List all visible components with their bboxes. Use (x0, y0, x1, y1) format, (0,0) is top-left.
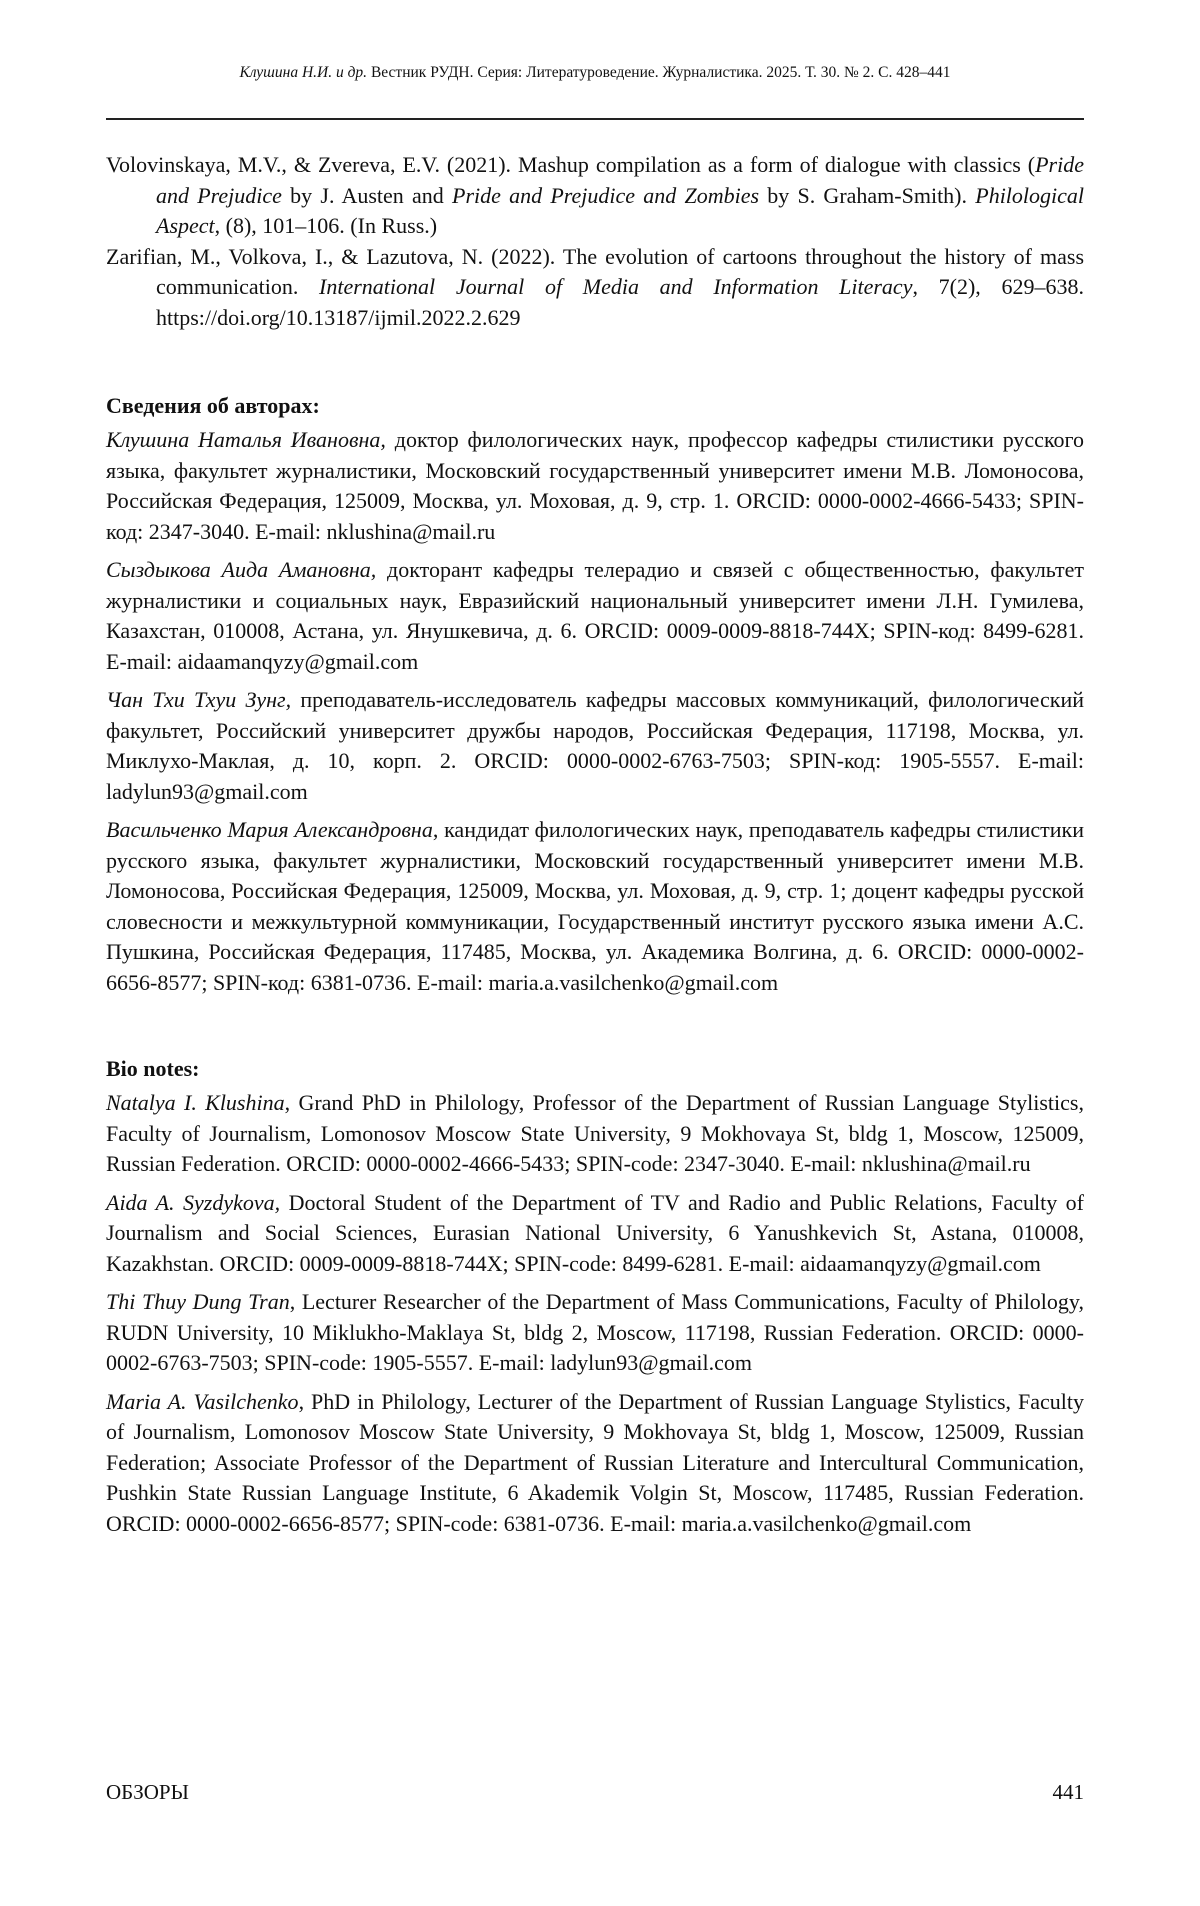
reference-item (106, 150, 1084, 242)
page-footer (106, 1780, 1084, 1805)
section-heading: Сведения об авторах: (106, 391, 1084, 421)
author-name: Aida A. Syzdykova, (106, 1190, 280, 1215)
author-name: Чан Тхи Тхуи Зунг, (106, 687, 291, 712)
reference-item (106, 242, 1084, 334)
author-bio (106, 425, 1084, 547)
header-authors: Клушина Н.И. и др. (239, 64, 367, 81)
author-info: , кандидат филологических наук, преподаватель кафедры стилистики русского языка, факультет журналистики, Московский государственный университет имени М.В. Ломоносова, Российская Федерация, 125009, Москва, ул. Моховая, д. 9, стр. 1; доцент кафедры русской словесности и межкультурной коммуникации, Государственный институт русского языка имени А.С. Пушкина, Российская Федерация, 117485, Москва, ул. Академика Волгина, д. 6. ORCID: 0000-0002-6656-8577; SPIN-код: 6381-0736. E-mail: maria.a.vasilchenko@gmail.com (106, 817, 1084, 995)
references (106, 150, 1084, 333)
author-bio (106, 815, 1084, 998)
author-info: доктор филологических наук, профессор кафедры стилистики русского языка, факультет журналистики, Московский государственный университет имени М.В. Ломоносова, Российская Федерация, 125009, Москва, ул. Моховая, д. 9, стр. 1. ORCID: 0000-0002-4666-5433; SPIN-код: 2347-3040. E-mail: nklushina@mail.ru (106, 427, 1084, 544)
header-journal: Вестник РУДН. Серия: Литературоведение. Журналистика. 2025. Т. 30. № 2. С. 428–441 (367, 64, 950, 81)
ref-title: Pride and Prejudice and Zombies (452, 183, 759, 208)
footer-section: ОБЗОРЫ (106, 1780, 189, 1805)
ref-text: by J. Austen and (282, 183, 452, 208)
author-info: докторант кафедры телерадио и связей с общественностью, факультет журналистики и социальных наук, Евразийский национальный университет имени Л.Н. Гумилева, Казахстан, 010008, Астана, ул. Янушкевича, д. 6. ORCID: 0009-0009-8818-744X; SPIN-код: 8499-6281. E-mail: aidaamanqyzy@gmail.com (106, 557, 1084, 674)
page-number: 441 (1053, 1780, 1085, 1805)
ref-journal: International Journal of Media and Information Literacy (319, 274, 912, 299)
author-bio (106, 1188, 1084, 1280)
author-bio (106, 555, 1084, 677)
author-name: Natalya I. Klushina (106, 1090, 285, 1115)
ref-journal: Philological Aspect (156, 183, 1084, 239)
ref-title: Pride and Prejudice (156, 152, 1084, 208)
author-bio (106, 1387, 1084, 1540)
section-heading: Bio notes: (106, 1054, 1084, 1084)
author-name: Thi Thuy Dung Tran (106, 1289, 290, 1314)
bio-notes-section (106, 1054, 1084, 1539)
ref-text: by S. Graham-Smith). (759, 183, 975, 208)
running-header (106, 64, 1084, 82)
author-info: Doctoral Student of the Department of TV and Radio and Public Relations, Faculty of Journalism and Social Sciences, Eurasian National University, 6 Yanushkevich St, Astana, 010008, Kazakhstan. ORCID: 0009-0009-8818-744X; SPIN-code: 8499-6281. E-mail: aidaamanqyzy@gmail.com (106, 1190, 1084, 1276)
author-name: Maria A. Vasilchenko (106, 1389, 299, 1414)
author-bio (106, 1088, 1084, 1180)
author-info: , Grand PhD in Philology, Professor of the Department of Russian Language Stylistics, Faculty of Journalism, Lomonosov Moscow State University, 9 Mokhovaya St, bldg 1, Moscow, 125009, Russian Federation. ORCID: 0000-0002-4666-5433; SPIN-code: 2347-3040. E-mail: nklushina@mail.ru (106, 1090, 1084, 1176)
ref-text: , 7(2), 629–638. https://doi.org/10.13187/ijmil.2022.2.629 (156, 274, 1084, 330)
page-body (106, 150, 1084, 1547)
author-name: Сыздыкова Аида Амановна, (106, 557, 376, 582)
author-info: преподаватель-исследователь кафедры массовых коммуникаций, филологический факультет, Российский университет дружбы народов, Российская Федерация, 117198, Москва, ул. Миклухо-Маклая, д. 10, корп. 2. ORCID: 0000-0002-6763-7503; SPIN-код: 1905-5557. E-mail: ladylun93@gmail.com (106, 687, 1084, 804)
ref-text: Volovinskaya, M.V., & Zvereva, E.V. (2021). Mashup compilation as a form of dialogue with classics ( (106, 152, 1035, 177)
author-info: , Lecturer Researcher of the Department of Mass Communications, Faculty of Philology, RUDN University, 10 Miklukho-Maklaya St, bldg 2, Moscow, 117198, Russian Federation. ORCID: 0000-0002-6763-7503; SPIN-code: 1905-5557. E-mail: ladylun93@gmail.com (106, 1289, 1084, 1375)
author-bio (106, 1287, 1084, 1379)
header-rule (106, 118, 1084, 120)
author-name: Васильченко Мария Александровна (106, 817, 433, 842)
ref-text: Zarifian, M., Volkova, I., & Lazutova, N. (2022). The evolution of cartoons throughout the history of mass communication. (106, 244, 1084, 300)
authors-ru-section (106, 391, 1084, 998)
author-bio (106, 685, 1084, 807)
author-info: , PhD in Philology, Lecturer of the Department of Russian Language Stylistics, Faculty of Journalism, Lomonosov Moscow State University, 9 Mokhovaya St, bldg 1, Moscow, 125009, Russian Federation; Associate Professor of the Department of Russian Literature and Intercultural Communication, Pushkin State Russian Language Institute, 6 Akademik Volgin St, Moscow, 117485, Russian Federation. ORCID: 0000-0002-6656-8577; SPIN-code: 6381-0736. E-mail: maria.a.vasilchenko@gmail.com (106, 1389, 1084, 1536)
ref-text: , (8), 101–106. (In Russ.) (215, 213, 437, 238)
author-name: Клушина Наталья Ивановна, (106, 427, 386, 452)
